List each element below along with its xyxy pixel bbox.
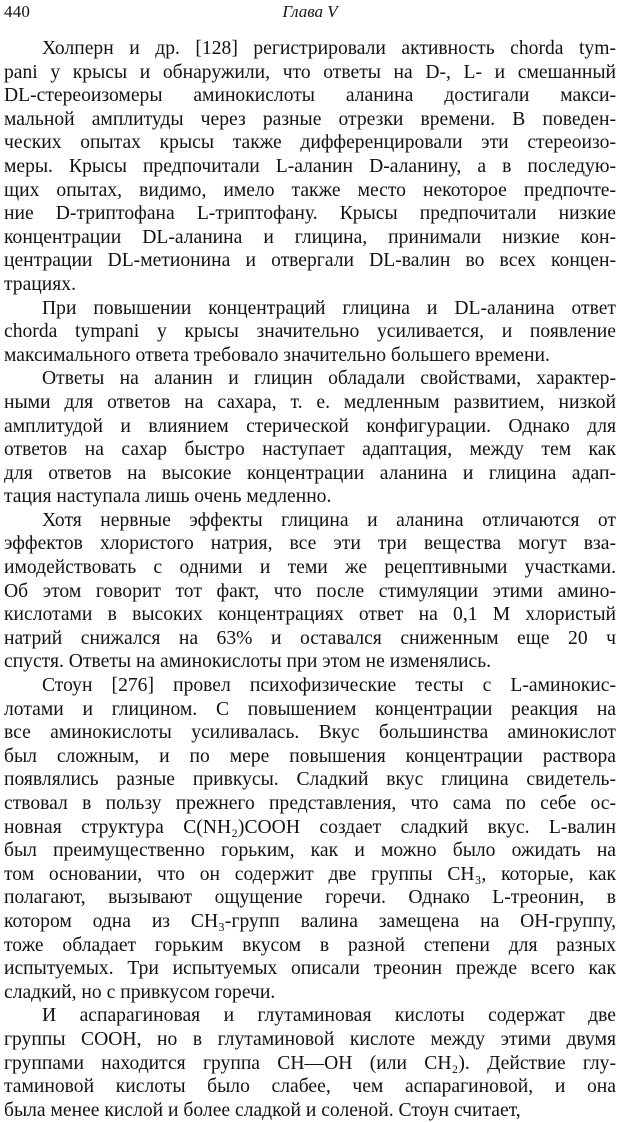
text-line: ными для ответов на сахара, т. е. медленным развитием, низкой <box>4 391 616 413</box>
text-line: новная структура C(NH₂)COOH создает сладкий вкус. L-валин <box>4 816 616 838</box>
text-line: DL-стереоизомеры аминокислоты аланина достигали макси- <box>4 85 616 107</box>
text-line: кислотами в высоких концентрациях ответ на 0,1 М хлористый <box>4 604 616 626</box>
paragraph <box>4 509 616 674</box>
text-line: Ответы на аланин и глицин обладали свойствами, характер- <box>42 368 616 390</box>
text-line: все аминокислоты усиливалась. Вкус большинства аминокислот <box>4 722 616 744</box>
text-line: был преимущественно горьким, как и можно было ожидать на <box>4 840 616 862</box>
text-line: Хотя нервные эффекты глицина и аланина отличаются от <box>42 509 616 531</box>
text-line: Стоун [276] провел психофизические тесты с L-аминокис- <box>42 675 616 697</box>
text-line: Холперн и др. [128] регистрировали активность chorda tym- <box>42 38 616 59</box>
text-line: ческих опытах крысы также дифференцировали эти стереоизо- <box>4 132 616 154</box>
text-line: таминовой кислоты было слабее, чем аспарагиновой, и она <box>4 1076 616 1098</box>
text-line: pani у крысы и обнаружили, что ответы на D-, L- и смешанный <box>4 61 616 83</box>
text-line: И аспарагиновая и глутаминовая кислоты содержат две <box>42 1005 616 1027</box>
text-line: эффектов хлористого натрия, все эти три вещества могут вза- <box>4 533 616 555</box>
text-line: котором одна из CH₃-групп валина замещена на OH-группу, <box>4 910 616 932</box>
text-line: том основании, что он содержит две группы CH₃, которые, как <box>4 863 616 885</box>
text-line: сладкий, но с привкусом горечи. <box>4 981 276 1003</box>
text-line: испытуемых. Три испытуемых описали треонин прежде всего как <box>4 958 616 980</box>
text-line: максимального ответа требовало значительно большего времени. <box>4 344 550 366</box>
text-line: была менее кислой и более сладкой и соленой. Стоун считает, <box>4 1099 521 1121</box>
text-line: ответов на сахар быстро наступает адаптация, между тем как <box>4 439 616 461</box>
text-line: chorda tympani у крысы значительно усиливается, и появление <box>4 321 616 343</box>
text-line: для ответов на высокие концентрации аланина и глицина адап- <box>4 462 616 484</box>
text-line: имодействовать с одними и теми же рецептивными участками. <box>4 557 616 579</box>
body-text <box>4 37 616 1122</box>
text-line: центрации DL-метионина и отвергали DL-валин во всех концен- <box>4 250 616 272</box>
text-line: При повышении концентраций глицина и DL-аланина ответ <box>42 297 616 319</box>
text-line: лотами и глицином. С повышением концентрации реакция на <box>4 698 616 720</box>
text-line: трациях. <box>4 273 76 295</box>
text-line: полагают, вызывают ощущение горечи. Однако L-треонин, в <box>4 887 616 909</box>
text-line: тация наступала лишь очень медленно. <box>4 486 332 508</box>
text-line: ние D-триптофана L-триптофану. Крысы предпочитали низкие <box>4 203 616 225</box>
text-line: был сложным, и по мере повышения концентрации раствора <box>4 745 616 767</box>
text-line: концентрации DL-аланина и глицина, принимали низкие кон- <box>4 226 616 248</box>
paragraph <box>4 674 616 1004</box>
text-line: амплитудой и влиянием стерической конфигурации. Однако для <box>4 415 616 437</box>
paragraph <box>4 297 616 368</box>
text-line: щих опытах, видимо, имело также место некоторое предпочте- <box>4 179 616 201</box>
text-line: тоже обладает горьким вкусом в разной степени для разных <box>4 934 616 956</box>
text-line: ствовал в пользу прежнего представления, что сама по себе ос- <box>4 793 616 814</box>
page-number: 440 <box>4 2 31 21</box>
paragraph <box>4 37 616 297</box>
text-line: меры. Крысы предпочитали L-аланин D-аланину, а в последую- <box>4 155 616 177</box>
running-title: Глава V <box>282 2 338 21</box>
text-line: мальной амплитуды через разные отрезки времени. В поведен- <box>4 108 616 130</box>
text-line: появлялись разные привкусы. Сладкий вкус глицина свидетель- <box>4 769 616 791</box>
text-line: спустя. Ответы на аминокислоты при этом не изменялись. <box>4 651 492 673</box>
text-line: группами находится группа CH—OH (или CH₂). Действие глу- <box>4 1052 616 1074</box>
text-line: группы COOH, но в глутаминовой кислоте между этими двумя <box>4 1028 616 1050</box>
text-line: натрий снижался на 63% и оставался сниженным еще 20 ч <box>4 627 616 649</box>
text-line: Об этом говорит тот факт, что после стимуляции этими амино- <box>4 580 616 602</box>
paragraph <box>4 367 616 509</box>
